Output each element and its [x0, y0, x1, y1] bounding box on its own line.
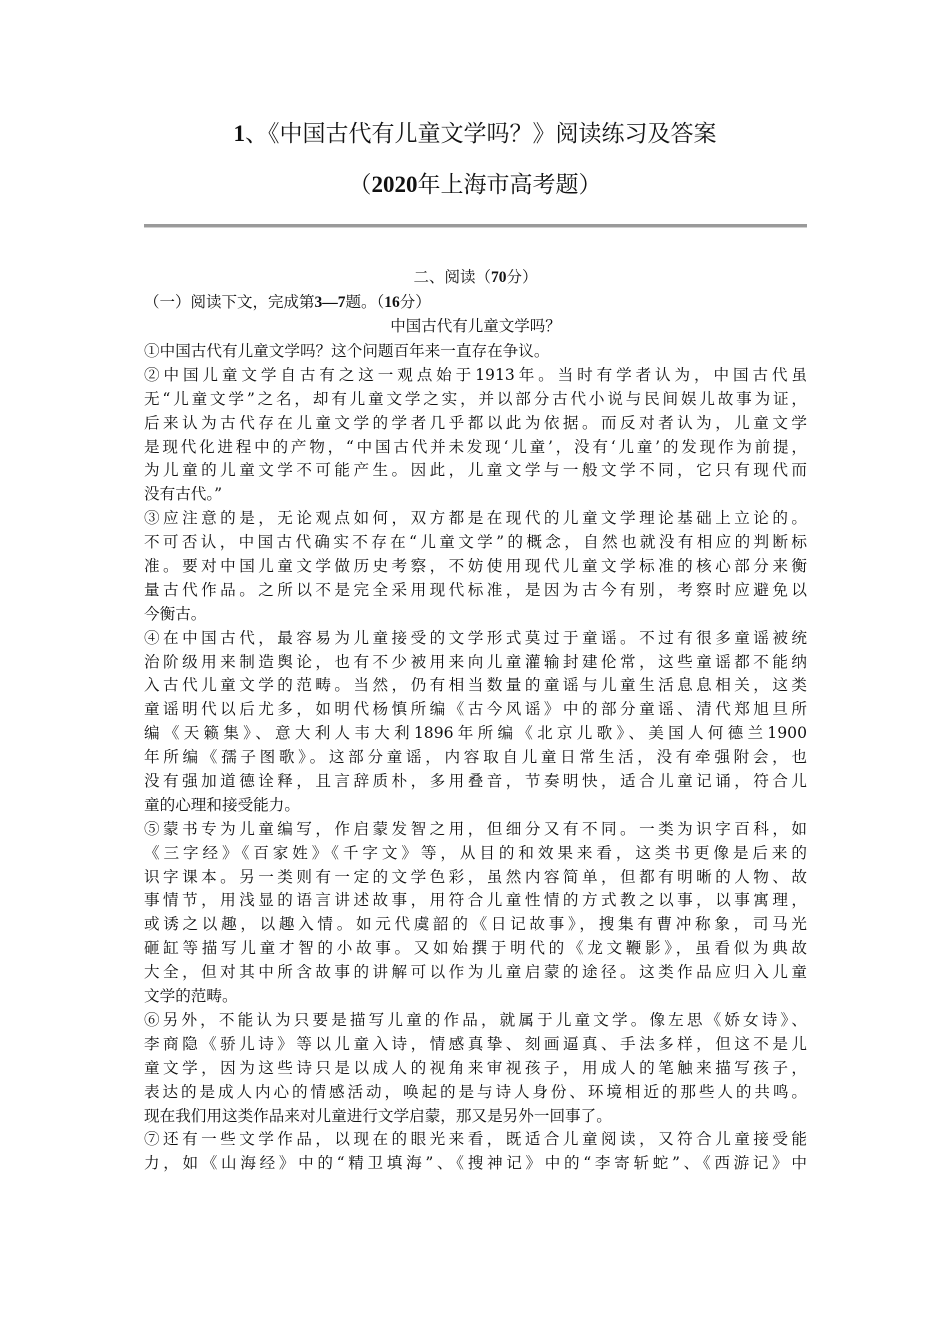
text-line: 表达的是成人内心的情感活动，唤起的是与诗人身份、环境相近的那些人的共鸣。 — [144, 1082, 807, 1101]
document-subtitle: （2020年上海市高考题） — [348, 172, 602, 198]
text-line: 童的心理和接受能力。 — [144, 795, 300, 814]
question-instruction: （一）阅读下文，完成第3—7题。（16分） — [144, 293, 431, 311]
text-line: 李商隐《骄儿诗》等以儿童入诗，情感真挚、刻画逼真、手法多样，但这不是儿 — [144, 1034, 807, 1053]
text-line: ②中国儿童文学自古有之这一观点始于1913年。当时有学者认为，中国古代虽 — [144, 365, 807, 384]
title-divider — [144, 224, 807, 228]
article-title: 中国古代有儿童文学吗？ — [390, 317, 561, 335]
article-body — [144, 340, 807, 1176]
text-line: 今衡古。 — [144, 604, 207, 623]
text-line: 或诱之以趣，以趣入情。如元代虞韶的《日记故事》，搜集有曹冲称象，司马光 — [144, 915, 807, 934]
text-line: ①中国古代有儿童文学吗？这个问题百年来一直存在争议。 — [144, 342, 550, 360]
text-line: 事情节，用浅显的语言讲述故事，用符合儿童性情的方式教之以事，以事寓理， — [144, 891, 807, 910]
text-line: ④在中国古代，最容易为儿童接受的文学形式莫过于童谣。不过有很多童谣被统 — [144, 628, 807, 647]
text-line: 编《天籁集》、意大利人韦大利1896年所编《北京儿歌》、美国人何德兰1900 — [144, 724, 807, 743]
text-line: 现在我们用这类作品来对儿童进行文学启蒙，那又是另外一回事了。 — [144, 1106, 612, 1125]
text-line: 童谣明代以后尤多，如明代杨慎所编《古今风谣》中的部分童谣、清代郑旭旦所 — [144, 700, 807, 719]
text-line: 文学的范畴。 — [144, 987, 238, 1006]
text-line: 为儿童的儿童文学不可能产生。因此，儿童文学与一般文学不同，它只有现代而 — [144, 461, 807, 480]
text-line: ⑥另外，不能认为只要是描写儿童的作品，就属于儿童文学。像左思《娇女诗》、 — [144, 1010, 807, 1029]
text-line: 大全，但对其中所含故事的讲解可以作为儿童启蒙的途径。这类作品应归入儿童 — [144, 963, 807, 982]
text-line: ③应注意的是，无论观点如何，双方都是在现代的儿童文学理论基础上立论的。 — [144, 509, 807, 528]
text-line: 砸缸等描写儿童才智的小故事。又如始撰于明代的《龙文鞭影》，虽看似为典故 — [144, 939, 807, 958]
text-line: 《三字经》《百家姓》《千字文》等，从目的和效果来看，这类书更像是后来的 — [144, 843, 807, 862]
text-line: 年所编《孺子图歌》。这部分童谣，内容取自儿童日常生活，没有牵强附会，也 — [144, 748, 807, 767]
text-line: 是现代化进程中的产物，“中国古代并未发现‘儿童’，没有‘儿童’的发现作为前提， — [144, 437, 807, 456]
text-line: 识字课本。另一类则有一定的文学色彩，虽然内容简单，但都有明晰的人物、故 — [144, 867, 807, 886]
text-line: 不可否认，中国古代确实不存在“儿童文学”的概念，自然也就没有相应的判断标 — [144, 533, 807, 552]
text-line: ⑤蒙书专为儿童编写，作启蒙发智之用，但细分又有不同。一类为识字百科，如 — [144, 819, 807, 838]
text-line: 没有强加道德诠释，且言辞质朴，多用叠音，节奏明快，适合儿童记诵，符合儿 — [144, 772, 807, 791]
section-heading: 二、阅读（70分） — [413, 268, 538, 286]
text-line: 无“儿童文学”之名，却有儿童文学之实，并以部分古代小说与民间娱儿故事为证， — [144, 389, 807, 408]
text-line: ⑦还有一些文学作品，以现在的眼光来看，既适合儿童阅读，又符合儿童接受能 — [144, 1130, 807, 1149]
text-line: 童文学，因为这些诗只是以成人的视角来审视孩子，用成人的笔触来描写孩子， — [144, 1058, 807, 1077]
text-line: 准。要对中国儿童文学做历史考察，不妨使用现代儿童文学标准的核心部分来衡 — [144, 557, 807, 576]
text-line: 入古代儿童文学的范畴。当然，仍有相当数量的童谣与儿童生活息息相关，这类 — [144, 676, 807, 695]
text-line: 没有古代。” — [144, 485, 223, 504]
text-line: 治阶级用来制造舆论，也有不少被用来向儿童灌输封建伦常，这些童谣都不能纳 — [144, 652, 807, 671]
text-line: 力，如《山海经》中的“精卫填海”、《搜神记》中的“李寄斩蛇”、《西游记》中 — [144, 1154, 807, 1173]
document-title: 1、《中国古代有儿童文学吗？》阅读练习及答案 — [233, 121, 717, 147]
text-line: 后来认为古代存在儿童文学的学者几乎都以此为依据。而反对者认为，儿童文学 — [144, 413, 807, 432]
text-line: 量古代作品。之所以不是完全采用现代标准，是因为古今有别，考察时应避免以 — [144, 580, 807, 599]
